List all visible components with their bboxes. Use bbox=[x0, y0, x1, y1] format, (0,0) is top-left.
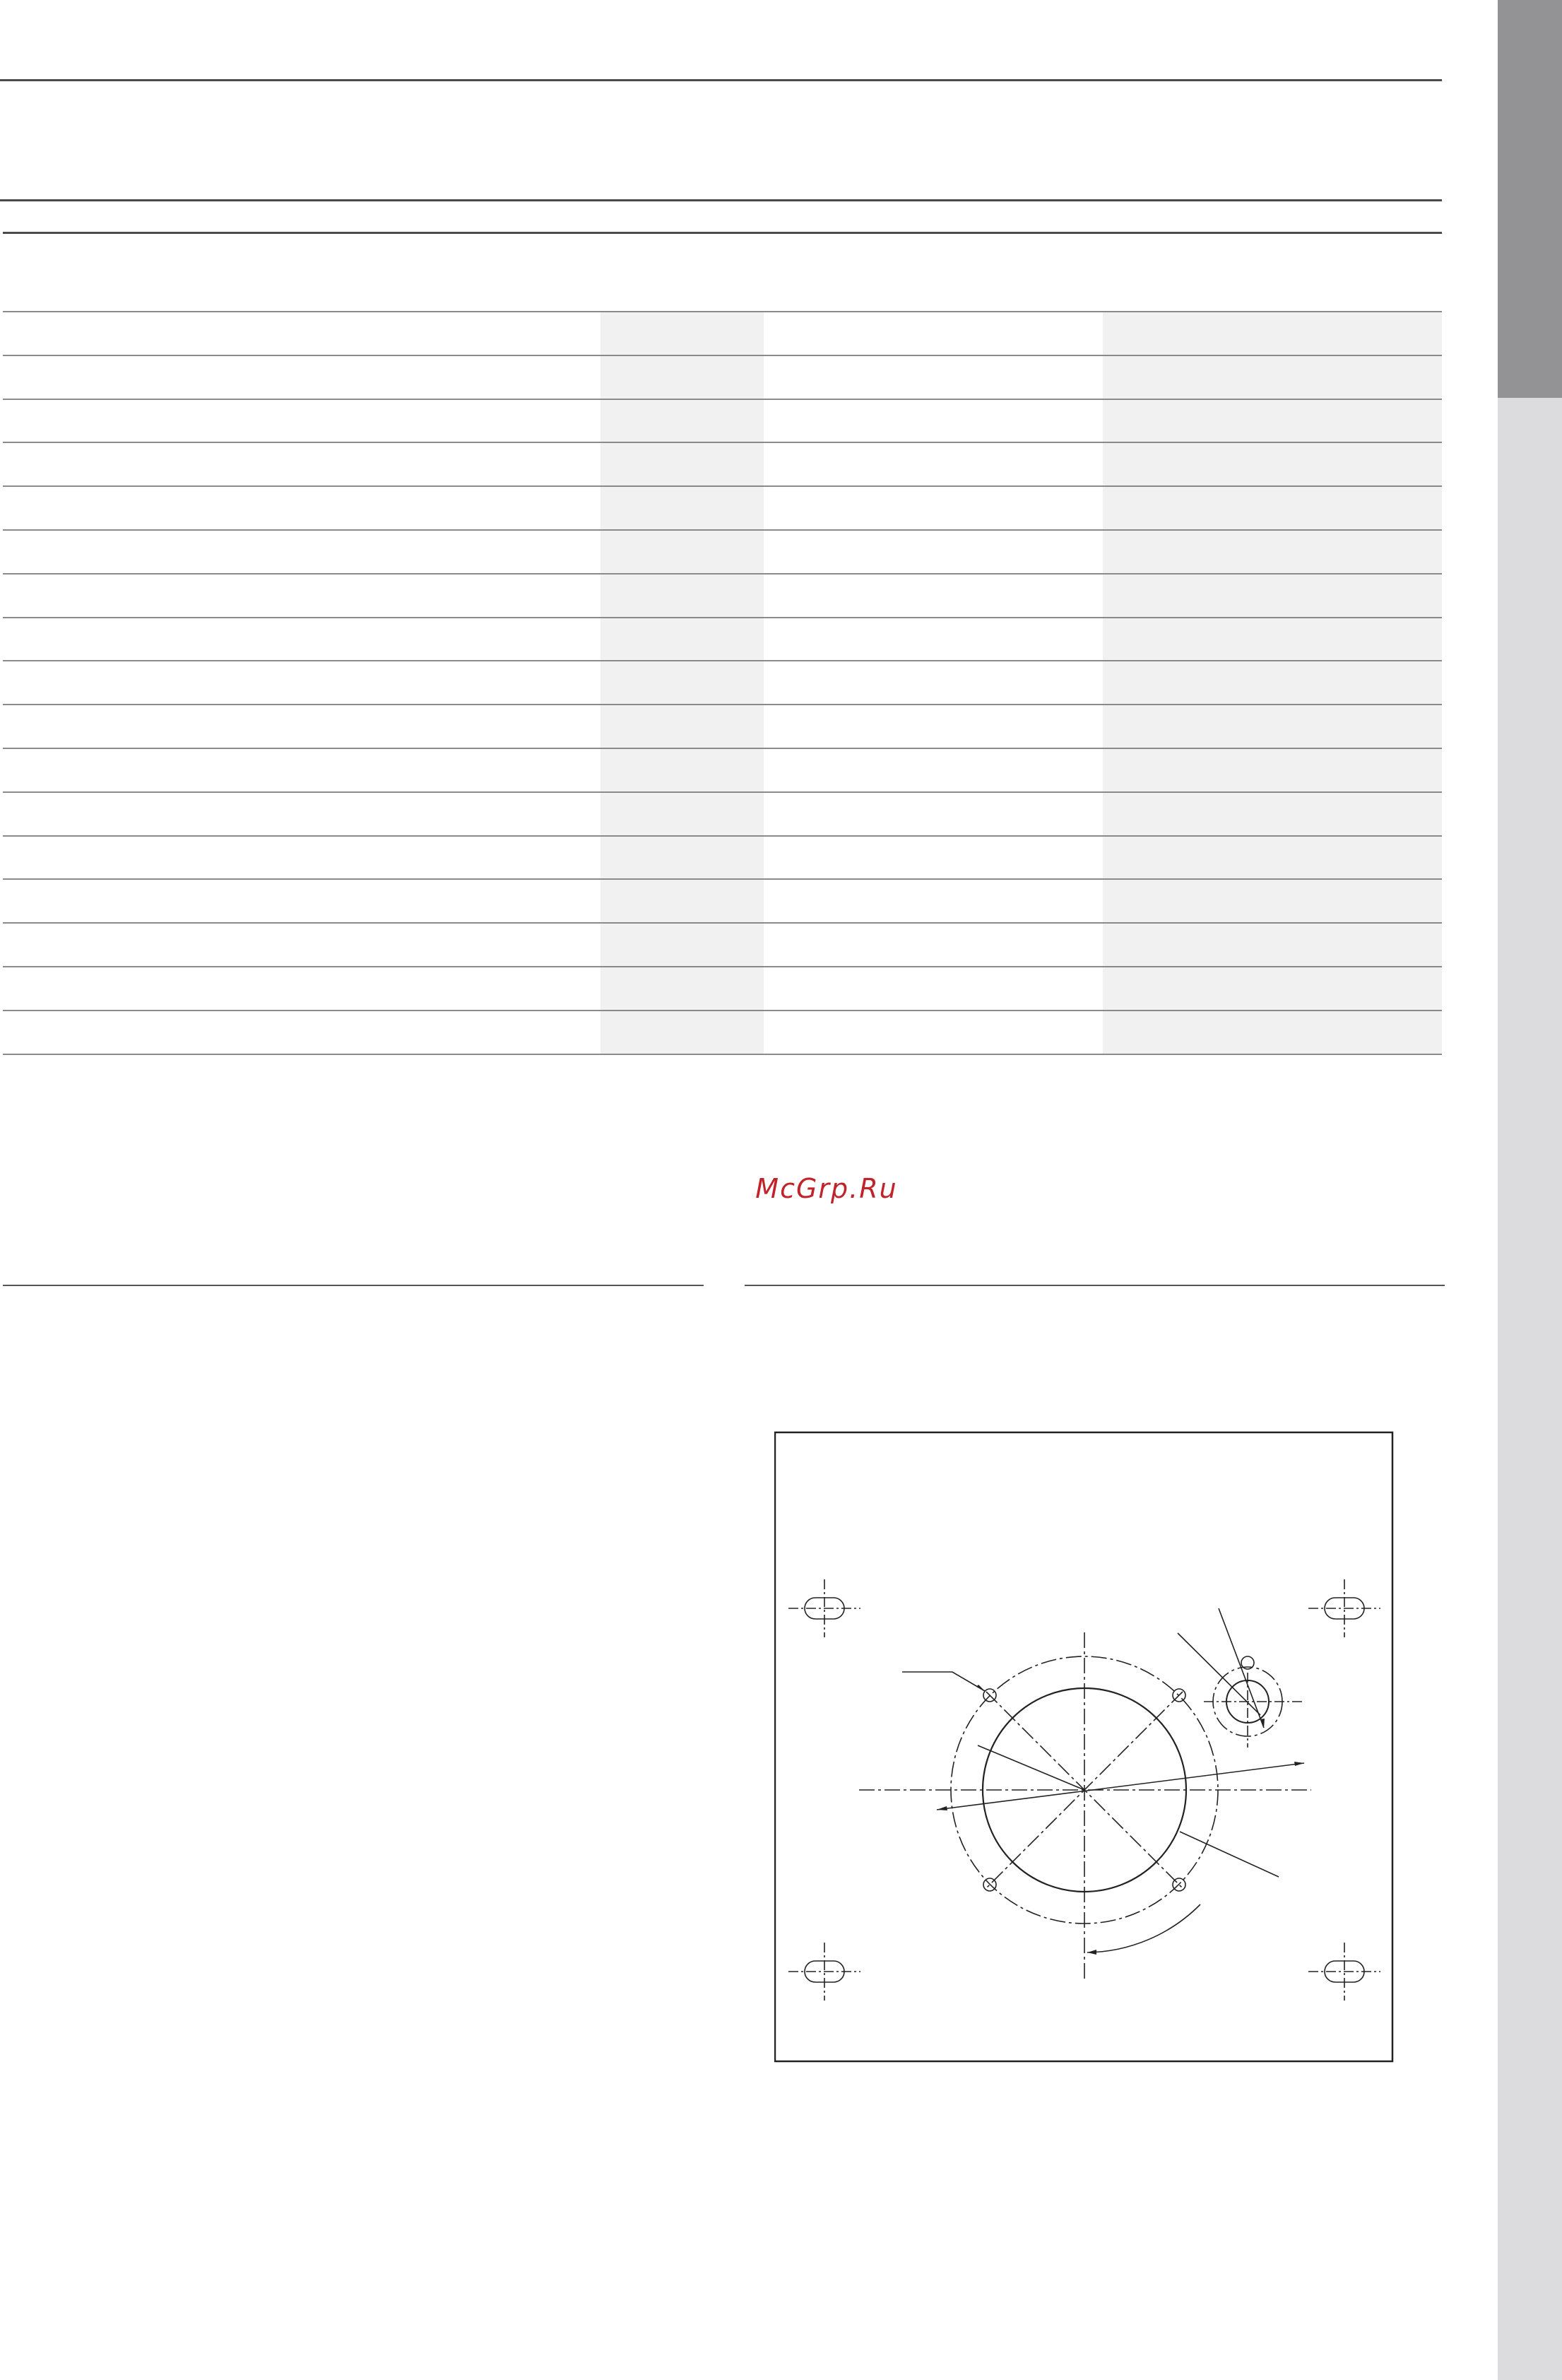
table-cell bbox=[600, 836, 764, 880]
table-row bbox=[3, 879, 1442, 923]
table-cell bbox=[3, 486, 600, 530]
side-tab-active bbox=[1498, 0, 1562, 398]
spec-table-body bbox=[3, 312, 1442, 1054]
table-cell bbox=[764, 618, 1103, 661]
table-cell bbox=[3, 442, 600, 486]
table-cell bbox=[600, 530, 764, 574]
leader-bore-left bbox=[978, 1745, 1084, 1790]
table-cell bbox=[1103, 1011, 1442, 1054]
table-cell bbox=[600, 967, 764, 1011]
table-cell bbox=[3, 792, 600, 836]
table-cell bbox=[600, 923, 764, 967]
table-cell bbox=[3, 355, 600, 399]
table-cell bbox=[764, 836, 1103, 880]
table-cell bbox=[600, 355, 764, 399]
table-cell bbox=[1103, 967, 1442, 1011]
table-cell bbox=[600, 442, 764, 486]
table-cell bbox=[3, 836, 600, 880]
table-cell bbox=[3, 923, 600, 967]
header-top-rule bbox=[0, 79, 1442, 81]
angle-dimension-arc bbox=[1087, 1904, 1200, 1952]
table-cell bbox=[600, 399, 764, 443]
table-cell bbox=[764, 705, 1103, 748]
table-cell bbox=[600, 618, 764, 661]
table-cell bbox=[764, 879, 1103, 923]
table-cell bbox=[3, 530, 600, 574]
table-row bbox=[3, 399, 1442, 443]
table-cell bbox=[1103, 836, 1442, 880]
table-cell bbox=[3, 879, 600, 923]
table-cell bbox=[1103, 879, 1442, 923]
table-cell bbox=[3, 399, 600, 443]
table-cell bbox=[3, 967, 600, 1011]
table-top-rule bbox=[3, 232, 1442, 234]
header-bottom-rule bbox=[0, 199, 1442, 201]
table-row bbox=[3, 661, 1442, 705]
table-cell bbox=[764, 792, 1103, 836]
table-cell bbox=[764, 486, 1103, 530]
right-section-rule bbox=[745, 1285, 1445, 1286]
table-cell bbox=[600, 574, 764, 618]
table-row bbox=[3, 618, 1442, 661]
spec-table bbox=[3, 311, 1442, 1055]
table-cell bbox=[3, 312, 600, 355]
table-cell bbox=[764, 923, 1103, 967]
table-cell bbox=[600, 1011, 764, 1054]
table-cell bbox=[764, 442, 1103, 486]
table-cell bbox=[1103, 442, 1442, 486]
table-cell bbox=[1103, 923, 1442, 967]
table-cell bbox=[1103, 530, 1442, 574]
table-cell bbox=[1103, 486, 1442, 530]
table-cell bbox=[764, 661, 1103, 705]
table-cell bbox=[600, 879, 764, 923]
table-cell bbox=[600, 748, 764, 792]
mount-slot-bottom-right bbox=[1308, 1943, 1380, 2001]
leader-bolt-hole bbox=[902, 1672, 985, 1691]
table-row bbox=[3, 486, 1442, 530]
table-cell bbox=[1103, 792, 1442, 836]
table-cell bbox=[764, 748, 1103, 792]
mount-slot-top-right bbox=[1308, 1579, 1380, 1637]
table-cell bbox=[1103, 355, 1442, 399]
leader-bore-upper bbox=[937, 1763, 1304, 1810]
table-cell bbox=[1103, 661, 1442, 705]
side-tab-track bbox=[1498, 398, 1562, 2380]
table-cell bbox=[1103, 399, 1442, 443]
table-row bbox=[3, 355, 1442, 399]
table-cell bbox=[1103, 705, 1442, 748]
table-cell bbox=[764, 574, 1103, 618]
table-cell bbox=[3, 705, 600, 748]
table-row bbox=[3, 1011, 1442, 1054]
table-row bbox=[3, 967, 1442, 1011]
mount-slot-top-left bbox=[788, 1579, 860, 1637]
table-cell bbox=[600, 705, 764, 748]
table-row bbox=[3, 530, 1442, 574]
table-cell bbox=[764, 530, 1103, 574]
leader-bore-lower bbox=[1180, 1832, 1279, 1877]
table-cell bbox=[3, 618, 600, 661]
table-cell bbox=[3, 661, 600, 705]
table-cell bbox=[764, 399, 1103, 443]
mounting-drawing bbox=[774, 1431, 1396, 2067]
table-cell bbox=[3, 748, 600, 792]
table-cell bbox=[3, 574, 600, 618]
table-cell bbox=[600, 486, 764, 530]
table-cell bbox=[600, 661, 764, 705]
table-cell bbox=[1103, 618, 1442, 661]
table-row bbox=[3, 574, 1442, 618]
table-cell bbox=[600, 312, 764, 355]
table-cell bbox=[764, 1011, 1103, 1054]
mount-slot-bottom-left bbox=[788, 1943, 860, 2001]
table-row bbox=[3, 792, 1442, 836]
table-row bbox=[3, 705, 1442, 748]
table-cell bbox=[764, 967, 1103, 1011]
left-section-rule bbox=[3, 1285, 704, 1286]
table-cell bbox=[1103, 312, 1442, 355]
watermark: McGrp.Ru bbox=[755, 1173, 898, 1204]
table-row bbox=[3, 442, 1442, 486]
table-row bbox=[3, 923, 1442, 967]
table-cell bbox=[600, 792, 764, 836]
drawing-frame bbox=[775, 1432, 1392, 2061]
table-cell bbox=[1103, 748, 1442, 792]
table-cell bbox=[764, 355, 1103, 399]
table-row bbox=[3, 748, 1442, 792]
table-cell bbox=[1103, 574, 1442, 618]
table-row bbox=[3, 836, 1442, 880]
table-cell bbox=[764, 312, 1103, 355]
table-row bbox=[3, 312, 1442, 355]
table-cell bbox=[3, 1011, 600, 1054]
